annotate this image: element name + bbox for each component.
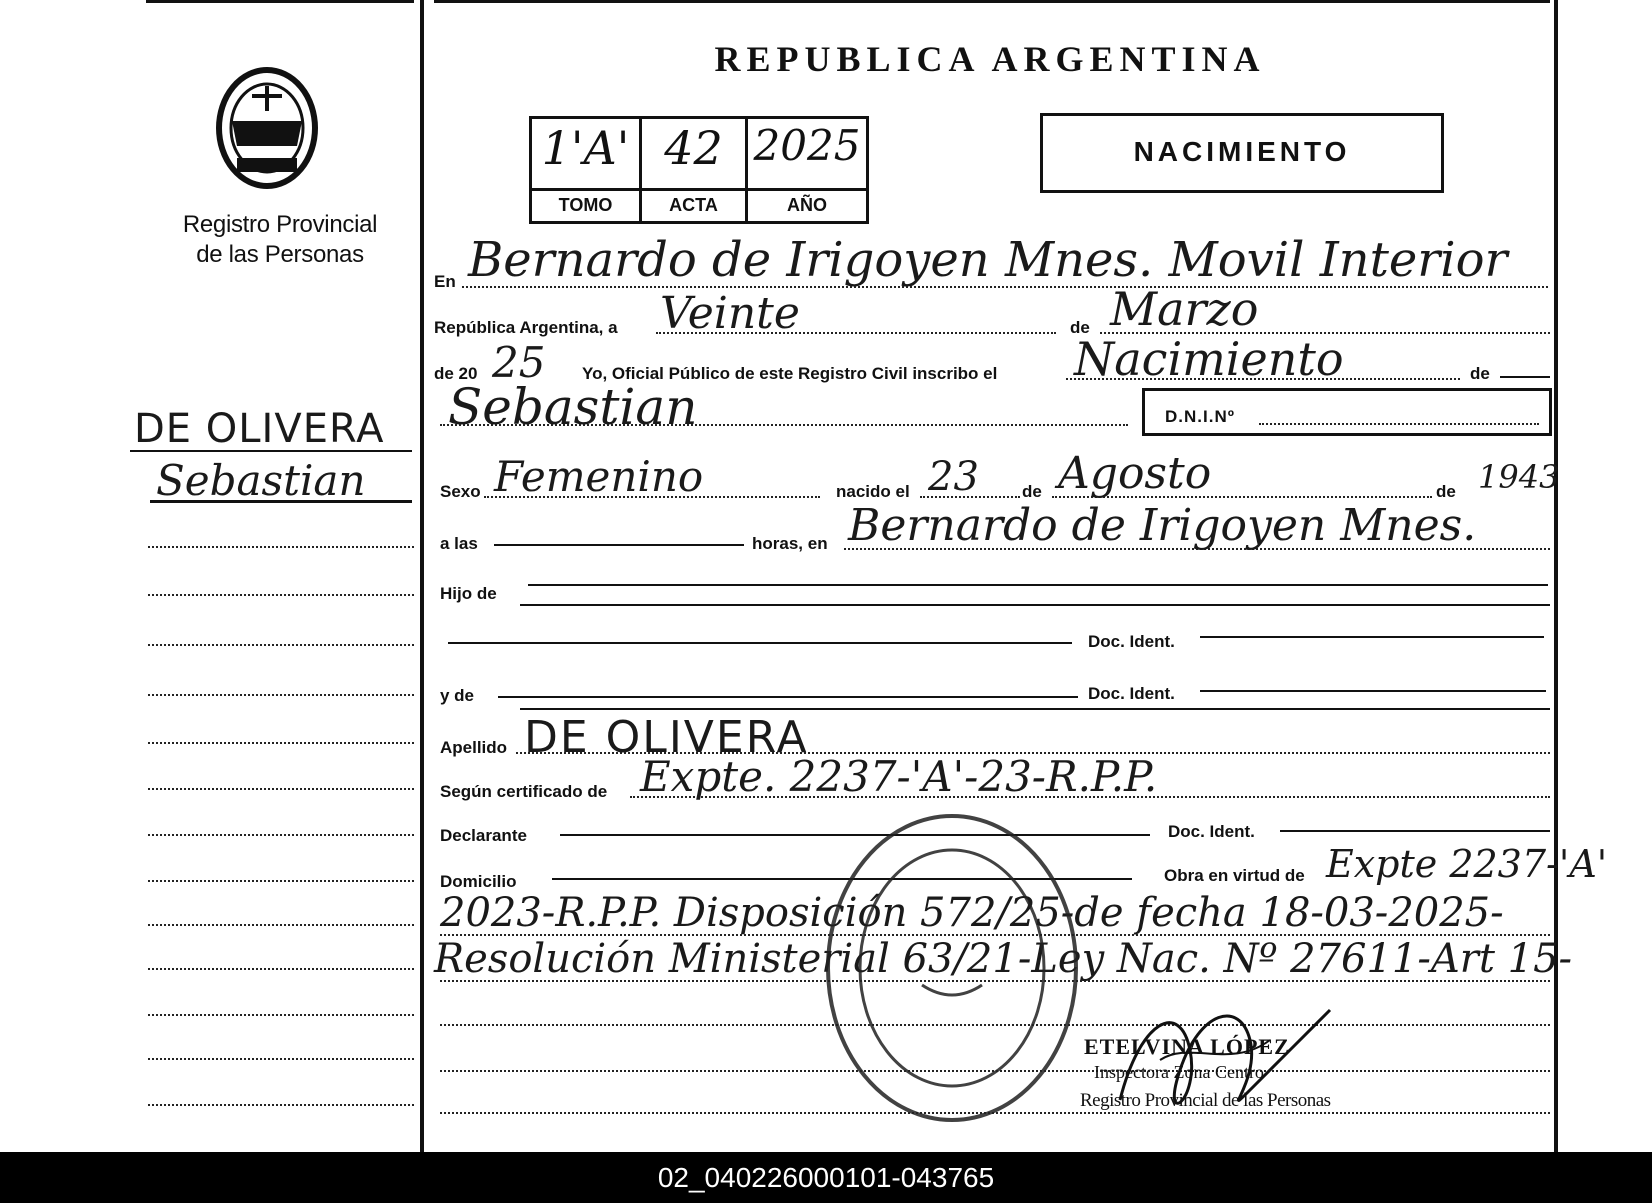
obra-text-line-2: 2023-R.P.P. Disposición 572/25-de fecha 18-03-2025-: [440, 890, 1504, 936]
anio-label: AÑO: [748, 188, 866, 221]
declarante-label: Declarante: [440, 826, 527, 845]
sidebar-surname: DE OLIVERA: [134, 406, 385, 452]
acta-value: 42: [664, 121, 723, 175]
nac-dia-value: 23: [928, 454, 979, 500]
horas-label: horas, en: [752, 534, 828, 553]
horas-line: [494, 544, 744, 546]
logo-text: [322, 66, 323, 67]
republica-label: República Argentina, a: [434, 318, 618, 337]
acta-cell: [642, 119, 748, 221]
de-label: de: [1070, 318, 1090, 337]
yde-line: [498, 696, 1078, 698]
stamp-inner-text: [1082, 810, 1083, 811]
doc-type-box: [1040, 113, 1444, 193]
registry-line-2: de las Personas: [196, 241, 364, 268]
registry-line-1: Registro Provincial: [182, 211, 378, 238]
top-line-right: [434, 0, 1550, 3]
country-title: REPUBLICA ARGENTINA: [714, 39, 1266, 79]
sidebar-dotted-line: [148, 644, 414, 646]
anio-cell: [748, 119, 866, 221]
doc-type-label: NACIMIENTO: [1133, 136, 1351, 167]
province-seal-icon: [212, 66, 322, 192]
hijo-line-1: [528, 584, 1548, 586]
anio-prefix: de 20: [434, 364, 478, 383]
sexo-label: Sexo: [440, 482, 481, 501]
segun-label: Según certificado de: [440, 782, 608, 801]
yde-label: y de: [440, 686, 475, 705]
de-line-2: [1500, 376, 1550, 378]
dia-value: Veinte: [660, 288, 800, 339]
en-value: Bernardo de Irigoyen Mnes. Movil Interior: [468, 232, 1508, 288]
apellido-value: DE OLIVERA: [524, 712, 809, 763]
de-label-3: de: [1022, 482, 1042, 501]
doc-ident-3-line: [1280, 830, 1550, 832]
apellido-label: Apellido: [440, 738, 508, 757]
signer-title: Inspectora Zona Centro: [1094, 1062, 1264, 1082]
inscripcion-anio: 25: [492, 338, 546, 387]
sexo-value: Femenino: [494, 452, 704, 501]
dni-line: [1259, 423, 1539, 425]
sidebar-dotted-line: [148, 1014, 414, 1016]
top-line-left: [146, 0, 414, 3]
tomo-cell: [532, 119, 642, 221]
official-stamp: [822, 810, 1082, 1126]
sidebar-dotted-line: [148, 594, 414, 596]
anio-value: 2025: [753, 121, 861, 170]
sidebar-given-line: [150, 500, 412, 503]
en-label: En: [434, 272, 456, 291]
doc-ident-2-line: [1200, 690, 1546, 692]
de-label-4: de: [1436, 482, 1456, 501]
acta-label: ACTA: [642, 188, 745, 221]
signer-name: ETELVINA LÓPEZ: [1084, 1034, 1290, 1059]
sidebar-given-name: Sebastian: [156, 456, 366, 505]
sidebar-dotted-line: [148, 742, 414, 744]
obra-label: Obra en virtud de: [1164, 866, 1305, 885]
doc-ident-1-label: Doc. Ident.: [1088, 632, 1175, 651]
nombre-value: Sebastian: [448, 378, 698, 436]
sidebar-dotted-line: [148, 546, 414, 548]
segun-value: Expte. 2237-'A'-23-R.P.P.: [640, 752, 1158, 801]
nacido-label: nacido el: [836, 482, 910, 501]
oficial-text: Yo, Oficial Público de este Registro Civil inscribo el: [582, 364, 998, 383]
mes-value: Marzo: [1110, 282, 1259, 336]
obra-value: Expte 2237-'A': [1326, 842, 1608, 886]
alas-label: a las: [440, 534, 478, 553]
padre-doc-line: [448, 642, 1072, 644]
sidebar-surname-line: [130, 450, 412, 452]
document-code: 02_040226000101-043765: [657, 1162, 995, 1193]
sidebar-dotted-line: [148, 1104, 414, 1106]
domicilio-label: Domicilio: [440, 872, 517, 891]
stamp-ring-text: [1082, 810, 1083, 811]
left-border-line: [420, 0, 424, 1152]
yde-line-2: [520, 708, 1550, 710]
document-code-bar: [0, 1152, 1652, 1203]
tomo-value: 1'A': [541, 121, 630, 175]
registry-name: [150, 210, 410, 270]
sidebar-dotted-line: [148, 694, 414, 696]
doc-ident-3-label: Doc. Ident.: [1168, 822, 1255, 841]
obra-text-line-3: Resolución Ministerial 63/21-Ley Nac. Nº 27611-Art 15-: [434, 936, 1573, 982]
tomo-label: TOMO: [532, 188, 639, 221]
nac-mes-value: Agosto: [1058, 448, 1212, 499]
stamp-seal-icon: [822, 810, 1082, 1126]
sidebar-dotted-line: [148, 924, 414, 926]
doc-ident-2-label: Doc. Ident.: [1088, 684, 1175, 703]
dni-box: [1142, 388, 1552, 436]
sidebar-dotted-line: [148, 788, 414, 790]
province-logo: [212, 66, 322, 192]
signer-office: Registro Provincial de las Personas: [1080, 1090, 1331, 1111]
nac-anio-value: 1943: [1478, 458, 1560, 496]
inscribo-value: Nacimiento: [1074, 332, 1344, 386]
de-label-2: de: [1470, 364, 1490, 383]
sidebar-dotted-line: [148, 880, 414, 882]
lugar-value: Bernardo de Irigoyen Mnes.: [848, 500, 1477, 551]
record-number-box: [529, 116, 869, 224]
doc-ident-1-line: [1200, 636, 1544, 638]
dni-label: D.N.I.Nº: [1165, 407, 1235, 426]
sidebar-dotted-line: [148, 834, 414, 836]
hijo-line-2: [520, 604, 1550, 606]
sidebar-dotted-line: [148, 1058, 414, 1060]
sidebar-dotted-line: [148, 968, 414, 970]
hijo-label: Hijo de: [440, 584, 497, 603]
